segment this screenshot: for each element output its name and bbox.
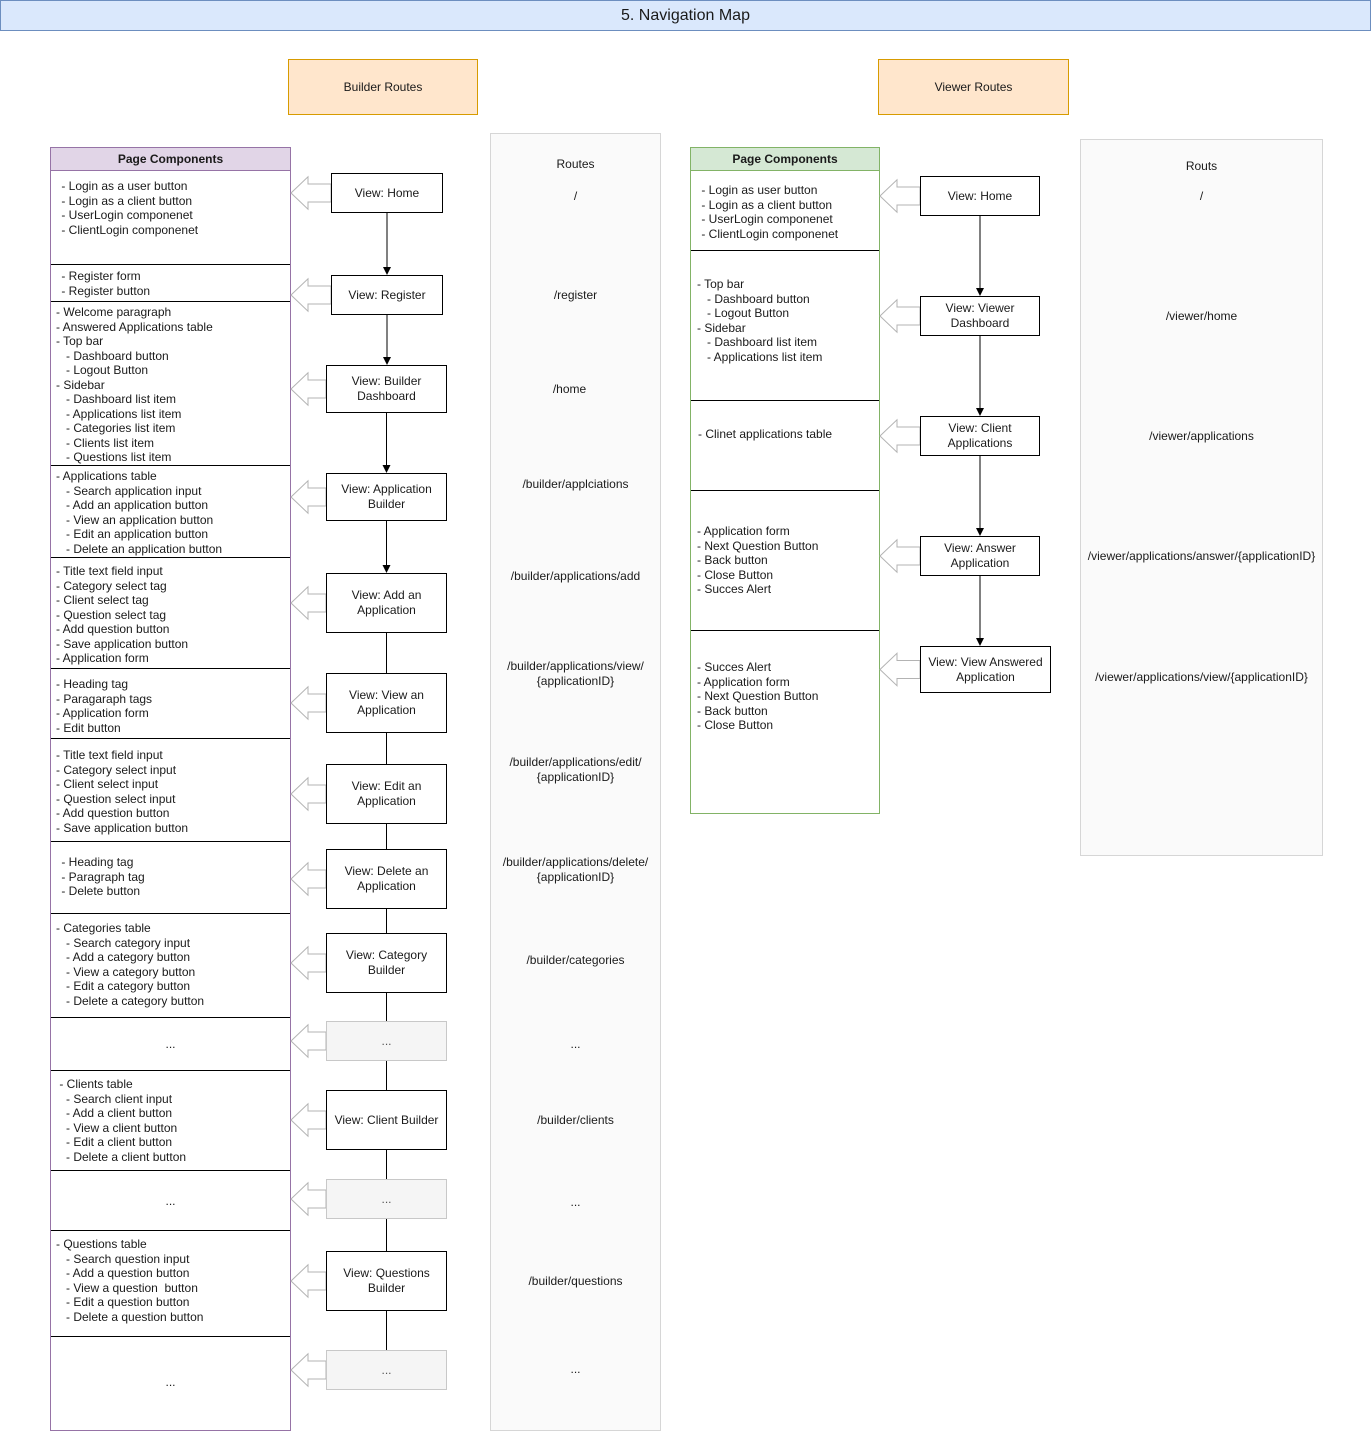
builder-route-label: /register [553, 288, 598, 302]
viewer-maps-to-arrow [880, 180, 920, 212]
builder-components-divider [51, 913, 290, 914]
builder-route-label: /builder/categories [526, 953, 625, 967]
builder-components-divider [51, 301, 290, 302]
builder-maps-to-arrow [291, 1025, 326, 1057]
viewer-components-divider [691, 400, 879, 401]
builder-view-label: View: Client Builder [334, 1112, 439, 1127]
builder-view-label: View: Delete an Application [344, 864, 429, 893]
builder-route-label: ... [570, 1362, 581, 1376]
viewer-view-box [920, 176, 1040, 216]
viewer-components-divider [691, 490, 879, 491]
builder-route-label: /home [552, 382, 587, 396]
builder-view-box [326, 1350, 447, 1390]
builder-route-label: ... [570, 1195, 581, 1209]
builder-maps-to-arrow [291, 279, 331, 311]
builder-view-box [326, 473, 447, 521]
builder-view-label: View: Questions Builder [343, 1266, 430, 1295]
viewer-components-text: - Succes Alert - Application form - Next Question Button - Back button - Close Button [697, 660, 819, 732]
builder-routes-header: Builder Routes [288, 59, 478, 115]
builder-components-text: - Register form - Register button [61, 269, 151, 298]
viewer-view-label: View: Client Applications [947, 421, 1013, 450]
builder-maps-to-arrow [291, 1183, 326, 1215]
builder-routes-title: Routes [556, 157, 595, 171]
viewer-route-label: /viewer/applications/view/{applicationID} [1095, 670, 1308, 684]
builder-route-label: ... [570, 1037, 581, 1051]
builder-components-text: - Applications table - Search application input - Add an application button - View an application button - Edit an application button - Delete an application button [56, 469, 223, 556]
builder-view-box [326, 1021, 447, 1061]
viewer-view-label: View: Home [947, 188, 1013, 203]
builder-components-divider [51, 668, 290, 669]
builder-view-label: View: Application Builder [341, 482, 432, 511]
builder-view-box [326, 673, 447, 733]
viewer-route-label: /viewer/applications [1149, 429, 1254, 443]
builder-view-label: ... [381, 1362, 392, 1377]
viewer-view-box [920, 536, 1040, 576]
builder-view-box [331, 173, 443, 213]
builder-components-text: - Welcome paragraph - Answered Applications table - Top bar - Dashboard button - Logout Button - Sidebar - Dashboard list item - Applications list item - Categories list item - Clients list item - Questions list item [56, 305, 213, 464]
viewer-maps-to-arrow [880, 420, 920, 452]
viewer-components-text: - Top bar - Dashboard button - Logout Button - Sidebar - Dashboard list item - Applications list item [697, 277, 823, 364]
viewer-route-label: /viewer/home [1165, 309, 1238, 323]
builder-view-box [331, 275, 443, 315]
builder-components-text: - Questions table - Search question input - Add a question button - View a question button - Edit a question button - Delete a question button [56, 1237, 204, 1324]
viewer-components-text: - Application form - Next Question Button - Back button - Close Button - Succes Alert [697, 524, 819, 596]
builder-view-label: ... [381, 1033, 392, 1048]
viewer-routes-header: Viewer Routes [878, 59, 1069, 115]
diagram-title: 5. Navigation Map [0, 0, 1371, 31]
builder-view-label: View: View an Application [349, 688, 424, 717]
builder-view-label: View: Builder Dashboard [351, 374, 422, 403]
builder-view-box [326, 1179, 447, 1219]
builder-maps-to-arrow [291, 1265, 326, 1297]
builder-components-divider [51, 1230, 290, 1231]
builder-maps-to-arrow [291, 687, 326, 719]
builder-view-label: View: Home [354, 185, 420, 200]
builder-view-label: View: Register [348, 287, 426, 302]
viewer-view-box [920, 646, 1051, 693]
viewer-components-text: - Login as user button - Login as a client button - UserLogin componenet - ClientLogin componenet [701, 183, 839, 241]
builder-components-text: - Heading tag - Paragraph tag - Delete button [61, 855, 145, 898]
builder-route-label: /builder/applications/delete/ {applicationID} [502, 855, 649, 884]
builder-route-label: /builder/applications/edit/ {applicationID} [509, 755, 642, 784]
builder-maps-to-arrow [291, 1354, 326, 1386]
builder-components-title: Page Components [51, 148, 290, 171]
builder-components-text: - Login as a user button - Login as a client button - UserLogin componenet - ClientLogin componenet [61, 179, 199, 237]
viewer-components-divider [691, 630, 879, 631]
builder-components-text: ... [165, 1375, 176, 1389]
builder-route-label: /builder/applciations [522, 477, 629, 491]
builder-view-box [326, 849, 447, 909]
builder-view-label: View: Edit an Application [351, 779, 422, 808]
builder-components-text: - Heading tag - Paragaraph tags - Application form - Edit button [56, 677, 153, 735]
builder-components-divider [51, 557, 290, 558]
viewer-maps-to-arrow [880, 300, 920, 332]
viewer-view-label: View: Viewer Dashboard [945, 301, 1015, 330]
viewer-view-label: View: Answer Application [944, 541, 1016, 570]
builder-components-divider [51, 465, 290, 466]
builder-maps-to-arrow [291, 1104, 326, 1136]
viewer-components-text: - Clinet applications table [698, 427, 833, 441]
builder-components-text: - Title text field input - Category select tag - Client select tag - Question select tag - Add question button - Save application button - Application form [56, 564, 189, 665]
builder-maps-to-arrow [291, 373, 326, 405]
builder-components-text: - Categories table - Search category input - Add a category button - View a category button - Edit a category button - Delete a category button [56, 921, 205, 1008]
builder-route-label: /builder/applications/view/ {applicationID} [507, 659, 644, 688]
builder-components-text: ... [165, 1037, 176, 1051]
builder-maps-to-arrow [291, 587, 326, 619]
builder-route-label: /builder/questions [528, 1274, 623, 1288]
builder-maps-to-arrow [291, 778, 326, 810]
builder-components-divider [51, 1017, 290, 1018]
viewer-route-label: / [1199, 189, 1204, 203]
viewer-routes-title: Routs [1185, 159, 1218, 173]
builder-view-box [326, 933, 447, 993]
builder-components-divider [51, 841, 290, 842]
builder-view-box [326, 573, 447, 633]
builder-view-label: View: Add an Application [351, 588, 422, 617]
builder-components-divider [51, 1170, 290, 1171]
builder-maps-to-arrow [291, 947, 326, 979]
viewer-components-title: Page Components [691, 148, 879, 171]
viewer-components-divider [691, 250, 879, 251]
builder-route-label: / [573, 189, 578, 203]
builder-components-divider [51, 738, 290, 739]
builder-maps-to-arrow [291, 863, 326, 895]
viewer-route-label: /viewer/applications/answer/{applicationID} [1087, 549, 1316, 563]
viewer-view-label: View: View Answered Application [928, 654, 1043, 684]
builder-components-divider [51, 1336, 290, 1337]
builder-view-box [326, 1251, 447, 1311]
builder-view-label: ... [381, 1191, 392, 1206]
builder-view-label: View: Category Builder [345, 948, 428, 977]
builder-components-divider [51, 264, 290, 265]
viewer-maps-to-arrow [880, 540, 920, 572]
builder-components-divider [51, 1070, 290, 1071]
builder-maps-to-arrow [291, 177, 331, 209]
viewer-view-box [920, 416, 1040, 456]
builder-view-box [326, 1090, 447, 1150]
builder-route-label: /builder/applications/add [510, 569, 641, 583]
viewer-view-box [920, 296, 1040, 336]
builder-route-label: /builder/clients [537, 1113, 614, 1127]
builder-components-text: - Title text field input - Category select input - Client select input - Question select input - Add question button - Save application button [56, 748, 189, 835]
viewer-maps-to-arrow [880, 653, 920, 685]
builder-components-text: ... [165, 1194, 176, 1208]
builder-view-box [326, 764, 447, 824]
builder-maps-to-arrow [291, 481, 326, 513]
builder-view-box [326, 365, 447, 413]
builder-components-text: - Clients table - Search client input - Add a client button - View a client button - Edit a client button - Delete a client button [59, 1077, 187, 1164]
